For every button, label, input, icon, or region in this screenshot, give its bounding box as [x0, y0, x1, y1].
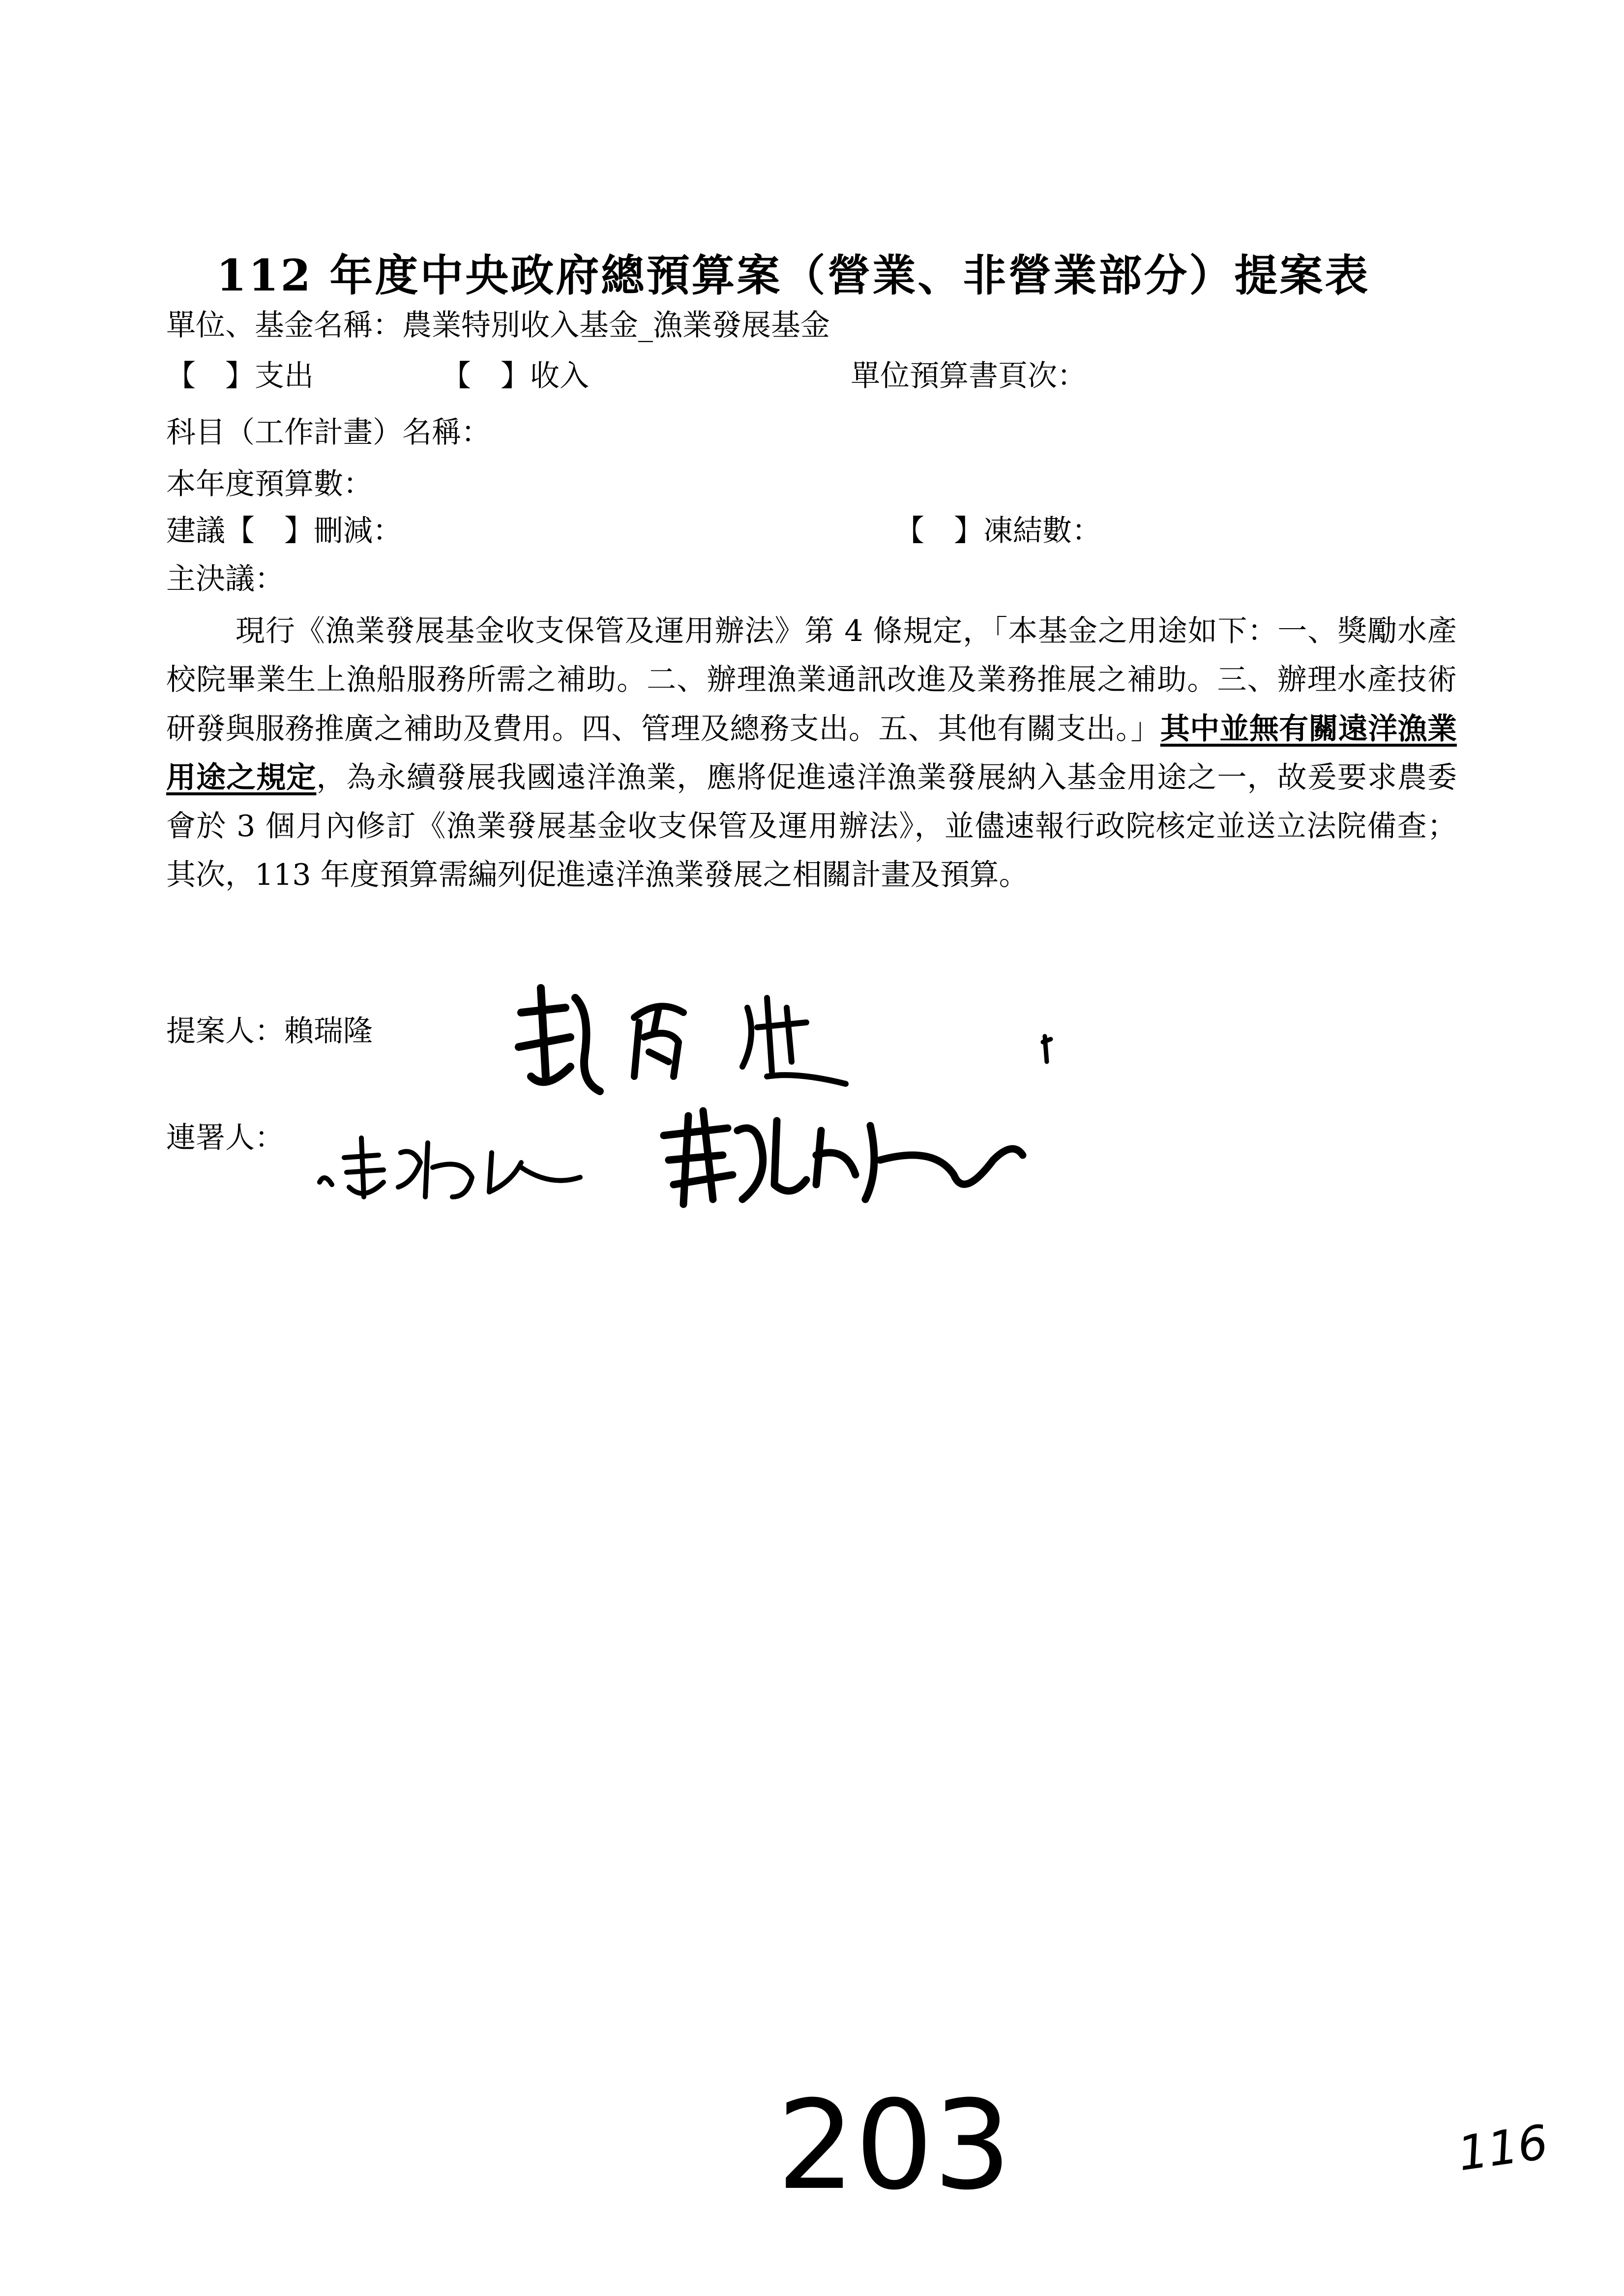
unit-fund-label: 單位、基金名稱：	[166, 308, 402, 343]
main-resolution-label: 主決議：	[166, 562, 284, 596]
cosigner-signature-2	[659, 1101, 1033, 1214]
proposer-name: 賴瑞隆	[284, 1014, 373, 1048]
form-title: 112 年度中央政府總預算案（營業、非營業部分）提案表	[216, 250, 1370, 301]
suggest-cut-label: 建議【 】刪減：	[166, 514, 402, 548]
resolution-text-part1: 現行《漁業發展基金收支保管及運用辦法》第 4 條規定，「本基金之用途如下：一、獎勵水產校院畢業生上漁船服務所需之補助。二、辦理漁業通訊改進及業務推展之補助。三、辦理水產技術研發與服務推廣之補助及費用。四、管理及總務支出。五、其他有關支出。」	[166, 614, 1457, 746]
unit-fund-row	[166, 306, 830, 345]
corner-page-number: 116	[1454, 2114, 1552, 2182]
proposer-label: 提案人：	[166, 1014, 284, 1048]
unit-fund-value: 農業特別收入基金_漁業發展基金	[402, 308, 830, 343]
resolution-text-part2: ，為永續發展我國遠洋漁業，應將促進遠洋漁業發展納入基金用途之一，故爰要求農委會於 3 個月內修訂《漁業發展基金收支保管及運用辦法》，並儘速報行政院核定並送立法院備查；其次，113 年度預算需編列促進遠洋漁業發展之相關計畫及預算。	[166, 760, 1457, 893]
expense-checkbox-label: 【 】支出	[166, 359, 314, 393]
proposer-signature	[511, 978, 856, 1106]
proposer-row	[166, 1012, 373, 1051]
signature-tick	[1040, 1032, 1055, 1067]
resolution-body	[166, 607, 1457, 900]
cosigner-signature-1	[315, 1123, 590, 1207]
resolution-emphasis: 其中並無有關遠洋漁業用途之規定	[166, 711, 1457, 795]
handwritten-page-number: 203	[777, 2074, 1012, 2217]
subject-name-label: 科目（工作計畫）名稱：	[166, 415, 491, 450]
budget-book-page-label: 單位預算書頁次：	[851, 359, 1087, 393]
budget-amount-label: 本年度預算數：	[166, 467, 373, 501]
income-checkbox-label: 【 】收入	[442, 359, 589, 393]
cosigner-label: 連署人：	[166, 1121, 284, 1155]
freeze-amount-label: 【 】凍結數：	[895, 514, 1101, 548]
